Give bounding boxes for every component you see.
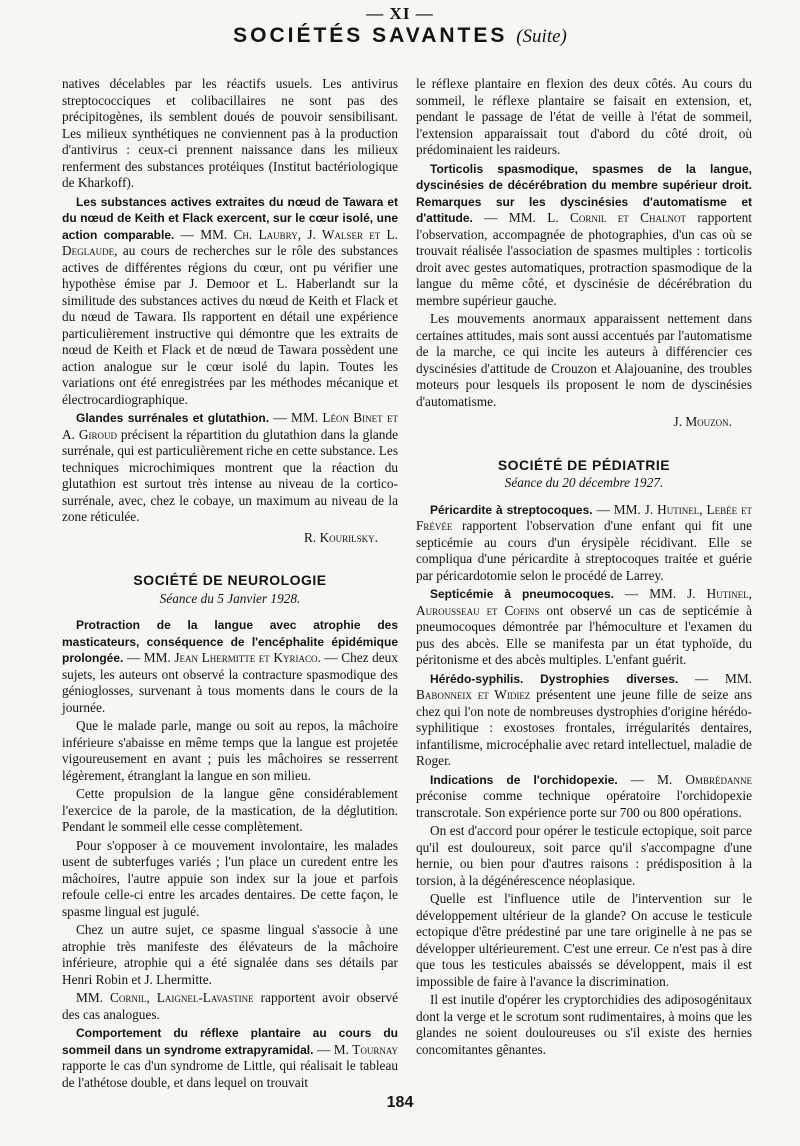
article-heading: Septicémie à pneumocoques. <box>430 587 614 601</box>
authors: — MM. Ch. Laubry, J. Walser et L. Deglaude, <box>62 226 398 258</box>
paragraph <box>416 772 752 822</box>
article-heading: Torticolis spasmodique, spasmes de la langue, dyscinésies de décérébration du membre supérieur droit. Remarques sur les dyscinésies d'automatisme et d'attitude. <box>416 161 752 225</box>
article-body: ont observé un cas de septicémie à pneumocoques démontrée par l'hémoculture et l'examen du pus des abcès. Elle se manifesta par un état typhoïde, du péritonisme et des abcès multiples. L'enfant guérit. <box>416 602 752 667</box>
page-number: 184 <box>386 1094 414 1111</box>
paragraph: Les mouvements anormaux apparaissent nettement dans certaines attitudes, mais sont aussi accentués par l'automatisme de la marche, ce qui incite les auteurs à différencier ces dyscinésies d'attitude de Crouzon et Alajouanine, des troubles moteurs pour lesquels ils proposent le nom de dyscinésies d'automatisme. <box>416 311 752 409</box>
paragraph: Que le malade parle, mange ou soit au repos, la mâchoire inférieure s'abaisse en même temps que la langue est projetée vigoureusement en avant ; puis les mâchoires se resserrent légèrement, étranglant la langue en son milieu. <box>62 718 398 783</box>
article-body: présentent une jeune fille de seize ans chez qui l'on note de nombreuses dystrophies d'origine hérédo-syphilitique : exostoses frontales, irrégularités dentaires, infantilisme, microcéphalie avec retard intellectuel, maladie de Roger. <box>416 687 752 768</box>
section-title-pediatrie: SOCIÉTÉ DE PÉDIATRIE <box>497 456 671 473</box>
paragraph <box>416 502 752 585</box>
section-title-neurologie: SOCIÉTÉ DE NEUROLOGIE <box>133 572 327 588</box>
paragraph <box>62 1025 398 1091</box>
article-heading: Indications de l'orchidopexie. <box>430 772 618 787</box>
paragraph: natives décelables par les réactifs usuels. Les antivirus streptococciques et colibacillaires ne sont pas des précipitogènes, ils semblent doués de pouvoir sensibilisant. Les milieux synthétiques ne conviennent pas à la production d'antivirus : ceux-ci prennent naissance dans les milieux renferment des substances protéiques (Institut bactériologique de Kharkoff). <box>62 76 398 190</box>
page-header <box>0 4 800 48</box>
article-heading: Péricardite à streptocoques. <box>430 502 593 517</box>
article-heading: Comportement du réflexe plantaire au cours du sommeil dans un syndrome extrapyramidal. <box>62 1026 398 1057</box>
authors: — MM. Babonneix et Widiez <box>416 670 753 702</box>
signature: J. Mouzon. <box>673 414 732 429</box>
paragraph: le réflexe plantaire en flexion des deux côtés. Au cours du sommeil, le réflexe plantaire se faisait en extension, et, pendant le passage de l'état de veille à l'état de sommeil, l'extension apparaissait tout d'abord du côté droit, où prédominaient les raideurs. <box>416 76 752 157</box>
authors: — M. Tournay <box>316 1041 398 1057</box>
section-date: Séance du 20 décembre 1927. <box>504 475 664 490</box>
title-suffix: (Suite) <box>516 26 567 47</box>
article-body: rapporte le cas d'un syndrome de Little, qui réalisait le tableau de l'athétose double, et dans lequel on trouvait <box>62 1058 398 1090</box>
paragraph <box>62 617 398 716</box>
article-body: rapportent avoir observé des cas analogues. <box>62 990 399 1022</box>
paragraph <box>416 671 752 770</box>
right-column <box>416 76 752 1060</box>
article-heading: Protraction de la langue avec atrophie des masticateurs, conséquence de l'encéphalite épidémique prolongée. <box>62 618 398 665</box>
article-body: précisent la répartition du glutathion dans la glande surrénale, qui est particulièrement riche en cette substance. Les techniques microchimiques montrent que la réaction du glutathion est surtout très intense au niveau de la cortico-surrénale, avec, chez le cobaye, un maximum au niveau de la zone réticulée. <box>62 426 399 524</box>
article-heading: Glandes surrénales et glutathion. <box>76 411 270 425</box>
authors: MM. Cornil, Laignel-Lavastine <box>76 990 254 1005</box>
paragraph: Quelle est l'influence utile de l'intervention sur le développement ultérieur de la glande? On accuse le testicule ectopique d'être prédestiné par une tare originelle à ne pas se développer ultérieurement. C'est une erreur. Ce n'est pas à dire que tous les testicules abaissés se développent, mais il est impossible de faire à l'avance la discrimination. <box>416 891 752 989</box>
page-roman-numeral: — XI — <box>366 4 434 23</box>
paragraph <box>62 410 398 526</box>
paragraph: Cette propulsion de la langue gêne considérablement l'exercice de la parole, de la mastication, de la déglutition. Pendant le sommeil elle cesse complètement. <box>62 786 398 834</box>
article-body: rapportent l'observation d'une enfant qui fit une septicémie au cours d'un érysipèle récidivant. Elle se compliqua d'une péricardite à streptocoques traitée et guérie par péricardotomie selon le procédé de Larrey. <box>416 518 752 583</box>
authors: — MM. J. Hutinel, Aurousseau et Cofins <box>416 586 753 618</box>
authors: — M. Ombrédanne <box>630 771 752 787</box>
page-title <box>0 24 800 48</box>
paragraph: Pour s'opposer à ce mouvement involontaire, les malades usent de subterfuges variés ; l'un place un curedent entre les mâchoires, l'autre appuie son index sur la joue et parfois refoule celle-ci entre les arcades dentaires. De cette façon, le spasme lingual est jugulé. <box>62 837 398 919</box>
authors: — MM. Léon Binet et A. Giroud <box>62 410 398 442</box>
article-body: — Chez deux sujets, les auteurs ont observé la contracture spasmodique des génioglosses, survenant à tous moments dans le cours de la journée. <box>62 650 398 715</box>
paragraph <box>416 161 752 310</box>
authors: — MM. L. Cornil et Chalnot <box>484 210 686 225</box>
left-column <box>62 76 398 1093</box>
paragraph <box>62 990 398 1023</box>
section-date: Séance du 5 Janvier 1928. <box>159 590 301 606</box>
paragraph: Il est inutile d'opérer les cryptorchidies des adiposogénitaux dont la verge et le scrotum sont rudimentaires, à moins que les glandes ne soient douloureuses ou s'il existe des hernies concomitantes gênantes. <box>416 992 752 1057</box>
article-heading: Les substances actives extraites du nœud de Tawara et du nœud de Keith et Flack exercent, sur le cœur isolé, une action comparable. <box>62 194 398 242</box>
paragraph: On est d'accord pour opérer le testicule ectopique, soit parce qu'il est douloureux, soit parce qu'il s'accompagne d'une hernie, ou bien pour d'autres raisons : prédisposition à la torsion, à la dégénérescence néoplasique. <box>416 823 752 888</box>
paragraph: Chez un autre sujet, ce spasme lingual s'associe à une atrophie très manifeste des élévateurs de la mâchoire inférieure, atrophie qui a été signalée dans ses détails par Henri Robin et J. Lhermitte. <box>62 922 398 987</box>
authors: — MM. J. Hutinel, Lebée et Frévée <box>416 501 752 533</box>
article-body: au cours de recherches sur le rôle des substances actives de différentes régions du cœur, ont pu vérifier une hypothèse émise par J. Demoor et L. Haberlandt sur la similitude des substances actives du nœud de Keith et Flack et du nœud de Tawara. Ils rapportent en détail une expérience particulièrement instructive qui démontre que les extraits de nœud de Keith et Flack et de nœud de Tawara possèdent une action analogue sur le cœur isolé du lapin. Toutes les variations ont été enregistrées par les méthodes mécanique et électrocardiographique. <box>62 243 398 407</box>
authors: — MM. Jean Lhermitte et Kyriaco. <box>126 650 321 665</box>
signature: R. Kourilsky. <box>304 529 378 545</box>
paragraph <box>416 586 752 669</box>
article-heading: Hérédo-syphilis. Dystrophies diverses. <box>430 671 679 686</box>
article-body: préconise comme technique opératoire l'orchidopexie transcrotale. Son expérience porte sur 700 ou 800 opérations. <box>416 788 752 820</box>
title-text: SOCIÉTÉS SAVANTES <box>233 24 508 47</box>
article-body: rapportent l'observation, accompagnée de photographies, d'un cas où se trouvait réalisée l'association de spasmes multiples : torticolis droit avec gestes automatiques, protraction spasmodique de la langue du même côté, et dyscinésie de décérébration du membre supérieur gauche. <box>416 210 753 308</box>
paragraph <box>62 194 398 409</box>
